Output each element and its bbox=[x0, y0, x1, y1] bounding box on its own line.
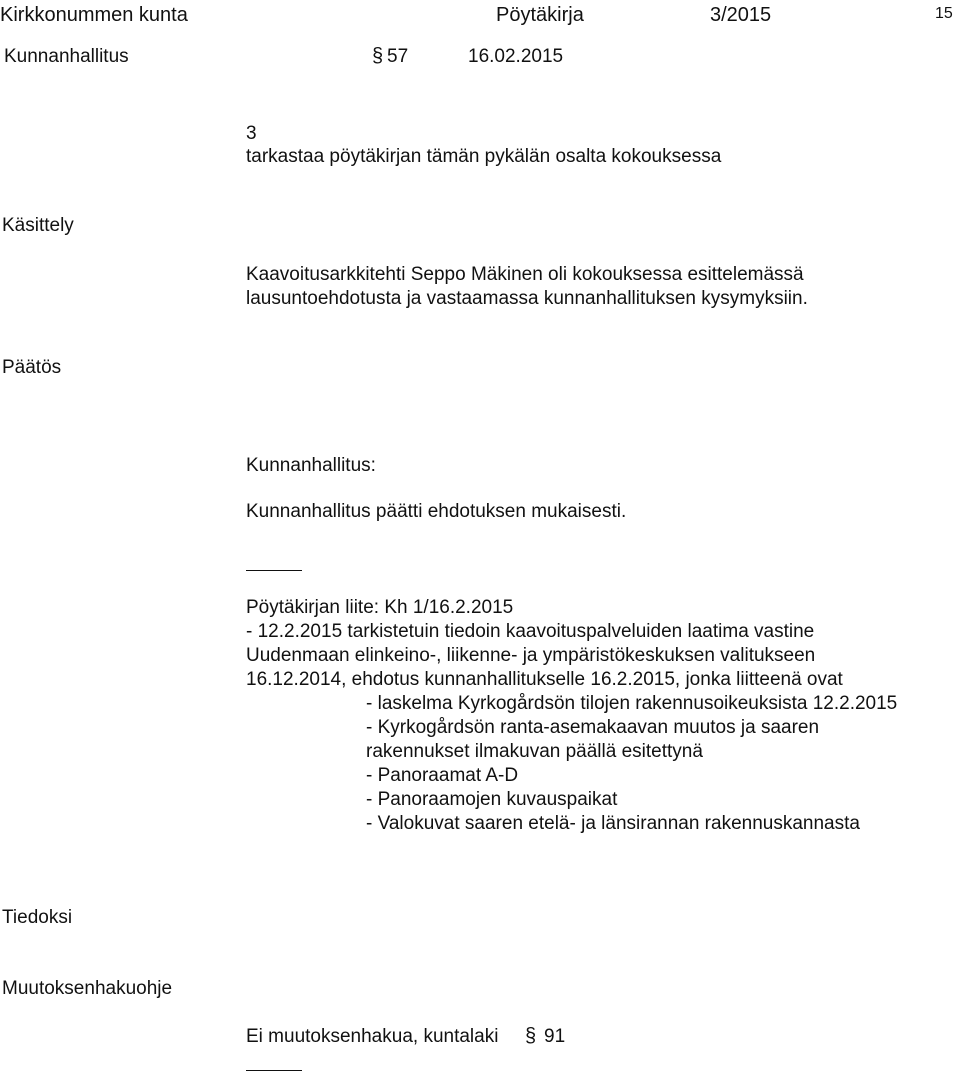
liite-item-2: - Kyrkogårdsön ranta-asemakaavan muutos ja saaren bbox=[366, 717, 820, 738]
section-label-paatos: Päätös bbox=[2, 357, 62, 378]
liite-item-1: - laskelma Kyrkogårdsön tilojen rakennusoikeuksista 12.2.2015 bbox=[366, 693, 898, 714]
section-label-tiedoksi: Tiedoksi bbox=[2, 907, 73, 928]
section-sign: § bbox=[372, 45, 384, 67]
appeal-section-number: 91 bbox=[544, 1026, 566, 1047]
page-number: 15 bbox=[935, 5, 953, 22]
kasittely-line-1: Kaavoitusarkkitehti Seppo Mäkinen oli kokouksessa esittelemässä bbox=[246, 264, 804, 285]
liite-item-3: - Panoraamat A-D bbox=[366, 765, 519, 786]
intro-line-2: tarkastaa pöytäkirjan tämän pykälän osalta kokouksessa bbox=[246, 146, 722, 167]
paatos-body-label: Kunnanhallitus: bbox=[246, 455, 376, 476]
intro-line-1: 3 bbox=[246, 123, 257, 144]
meeting-body: Kunnanhallitus bbox=[4, 46, 129, 67]
liite-line-4: 16.12.2014, ehdotus kunnanhallitukselle 16.2.2015, jonka liitteenä ovat bbox=[246, 669, 843, 690]
liite-item-4: - Panoraamojen kuvauspaikat bbox=[366, 789, 618, 810]
section-label-muutoksenhakuohje: Muutoksenhakuohje bbox=[2, 978, 173, 999]
bottom-separator-rule bbox=[246, 1070, 302, 1071]
appeal-section-sign: § bbox=[525, 1025, 537, 1047]
liite-line-1: Pöytäkirjan liite: Kh 1/16.2.2015 bbox=[246, 597, 514, 618]
separator-rule bbox=[246, 570, 302, 571]
document-type: Pöytäkirja bbox=[496, 4, 584, 26]
document-number: 3/2015 bbox=[710, 4, 772, 26]
paatos-decision: Kunnanhallitus päätti ehdotuksen mukaisesti. bbox=[246, 501, 627, 522]
meeting-date: 16.02.2015 bbox=[468, 46, 564, 67]
section-label-kasittely: Käsittely bbox=[2, 215, 74, 236]
liite-item-5: - Valokuvat saaren etelä- ja länsirannan rakennuskannasta bbox=[366, 813, 860, 834]
appeal-text: Ei muutoksenhakua, kuntalaki bbox=[246, 1026, 499, 1047]
liite-item-2-cont: rakennukset ilmakuvan päällä esitettynä bbox=[366, 741, 703, 762]
municipality-name: Kirkkonummen kunta bbox=[0, 4, 188, 26]
kasittely-line-2: lausuntoehdotusta ja vastaamassa kunnanhallituksen kysymyksiin. bbox=[246, 288, 808, 309]
section-number: 57 bbox=[387, 46, 409, 67]
liite-line-2: - 12.2.2015 tarkistetuin tiedoin kaavoituspalveluiden laatima vastine bbox=[246, 621, 815, 642]
liite-line-3: Uudenmaan elinkeino-, liikenne- ja ympäristökeskuksen valitukseen bbox=[246, 645, 816, 666]
